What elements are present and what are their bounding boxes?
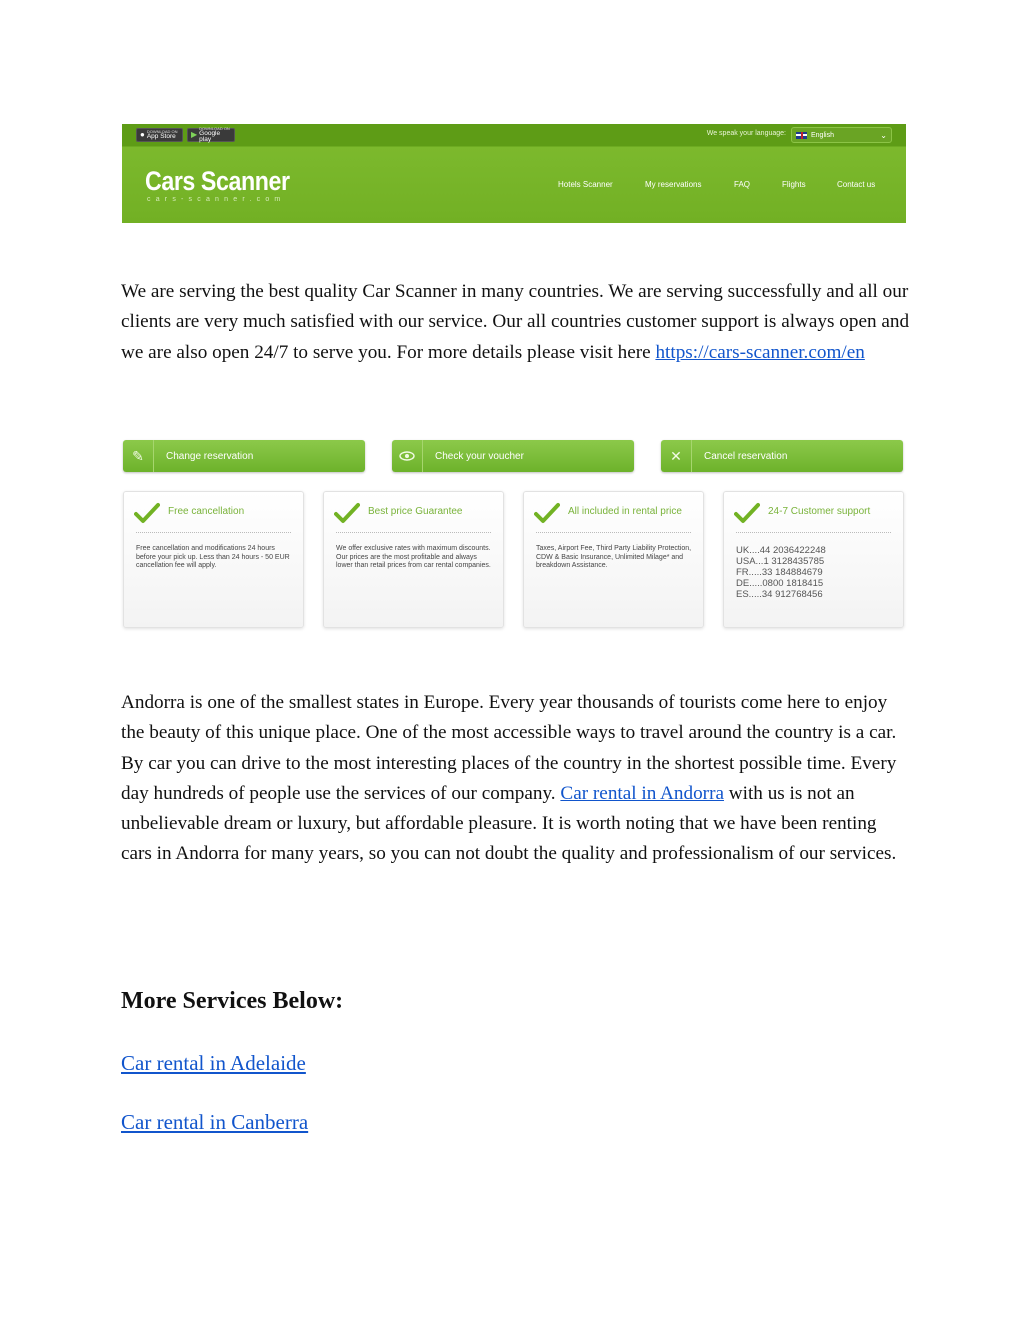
apple-icon: ● — [140, 130, 145, 139]
car-rental-canberra-link[interactable]: Car rental in Canberra — [121, 1110, 309, 1134]
site-header-banner — [122, 124, 906, 223]
pencil-icon: ✎ — [123, 440, 154, 472]
phone-usa: USA...1 3128435785 — [736, 556, 825, 567]
nav-contact-us[interactable]: Contact us — [837, 180, 876, 189]
andorra-paragraph: Andorra is one of the smallest states in Europe. Every year thousands of tourists come here to enjoy the beauty of this unique place. One of the most accessible ways to travel around the country is a car. By car you can drive to the most interesting places of the country in the shortest possible time. Every day hundreds of people use the services of our company. Car rental in Andorra with us is not an unbelievable dream or luxury, but affordable pleasure. It is worth noting that we have been renting cars in Andorra for many years, so you can not doubt the quality and professionalism of our services. — [121, 692, 897, 865]
app-store-button[interactable]: ● DOWNLOAD ON App Store — [136, 128, 183, 142]
phone-es: ES.....34 912768456 — [736, 589, 823, 600]
more-services-heading: More Services Below: — [121, 988, 344, 1014]
nav-my-reservations[interactable]: My reservations — [645, 180, 702, 189]
card-title: All included in rental price — [568, 506, 682, 517]
card-body: Taxes, Airport Fee, Third Party Liability Protection, CDW & Basic Insurance, Unlimited Milage* and breakdown Assistance. — [536, 545, 692, 569]
nav-faq[interactable]: FAQ — [734, 180, 751, 189]
site-logo-subtitle: cars-scanner.com — [147, 196, 286, 203]
card-divider — [736, 532, 891, 533]
feature-card-customer-support — [723, 491, 904, 628]
cars-scanner-link[interactable]: https://cars-scanner.com/en — [655, 341, 865, 363]
card-divider — [336, 532, 491, 533]
card-title: Free cancellation — [168, 506, 245, 517]
check-voucher-button[interactable]: Check your voucher — [392, 440, 634, 472]
cancel-reservation-button[interactable]: ✕ Cancel reservation — [661, 440, 903, 472]
chevron-down-icon: ⌄ — [880, 130, 887, 140]
language-label: We speak your language: — [706, 130, 786, 137]
card-body: Free cancellation and modifications 24 hours before your pick up. Less than 24 hours - 50 EUR cancellation fee will apply. — [136, 545, 290, 569]
checkmark-icon — [334, 502, 360, 524]
feature-card-best-price — [323, 491, 504, 628]
support-phone-list — [736, 545, 826, 600]
eye-icon — [392, 440, 423, 472]
change-reservation-button[interactable]: ✎ Change reservation — [123, 440, 365, 472]
checkmark-icon — [534, 502, 560, 524]
phone-fr: FR.....33 184884679 — [736, 567, 823, 578]
phone-uk: UK....44 2036422248 — [736, 545, 826, 556]
close-icon: ✕ — [661, 440, 692, 472]
site-logo[interactable]: Cars Scanner — [145, 166, 290, 196]
phone-de: DE.....0800 1818415 — [736, 578, 824, 589]
car-rental-andorra-link[interactable]: Car rental in Andorra — [560, 782, 724, 804]
uk-flag-icon — [796, 132, 807, 139]
intro-paragraph: We are serving the best quality Car Scanner in many countries. We are serving successfully and all our clients are very much satisfied with our service. Our all countries customer support is always open and we are also open 24/7 to serve you. For more details please visit here https://cars-scanner.com/en — [121, 281, 910, 363]
card-title: Best price Guarantee — [368, 506, 463, 517]
checkmark-icon — [734, 502, 760, 524]
feature-card-free-cancellation — [123, 491, 304, 628]
play-icon: ▶ — [191, 130, 198, 139]
language-value: English — [811, 131, 834, 139]
card-body: We offer exclusive rates with maximum discounts. Our prices are the most profitable and always lower than retail prices from car rental companies. — [336, 545, 491, 569]
card-divider — [536, 532, 691, 533]
language-select[interactable] — [791, 127, 892, 143]
card-title: 24-7 Customer support — [768, 506, 871, 517]
nav-flights[interactable]: Flights — [782, 180, 806, 189]
feature-card-all-included — [523, 491, 704, 628]
car-rental-adelaide-link[interactable]: Car rental in Adelaide — [121, 1051, 306, 1075]
nav-hotels-scanner[interactable]: Hotels Scanner — [558, 180, 613, 189]
card-divider — [136, 532, 291, 533]
google-play-button[interactable]: ▶ DOWNLOAD ON Google play — [187, 128, 235, 142]
checkmark-icon — [134, 502, 160, 524]
